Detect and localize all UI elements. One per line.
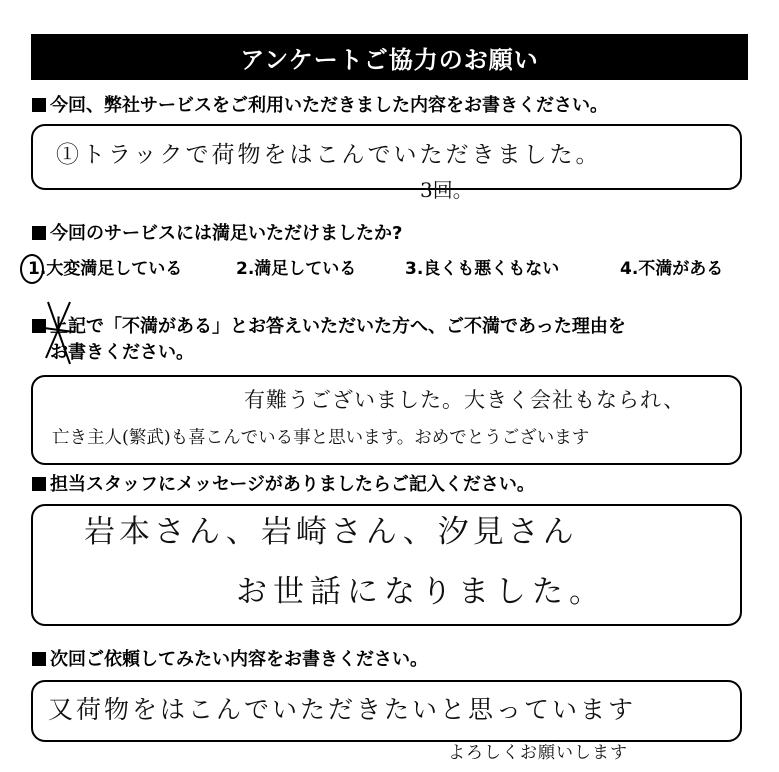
question-5-text: 次回ご依頼してみたい内容をお書きください。 xyxy=(50,649,428,670)
answer-5-line-1: 又荷物をはこんでいただきたいと思っています xyxy=(48,695,637,724)
option-2[interactable]: 2.満足している xyxy=(236,259,357,279)
answer-1-line-2: 3回。 xyxy=(420,178,473,202)
question-3-label xyxy=(32,314,626,366)
square-bullet-icon xyxy=(32,98,46,112)
question-5-label xyxy=(32,648,428,672)
survey-title: アンケートご協力のお願い xyxy=(31,34,748,80)
question-4-label xyxy=(32,473,535,497)
square-bullet-icon xyxy=(32,226,46,240)
answer-4-line-2: お世話になりました。 xyxy=(236,574,606,610)
option-1[interactable]: 1.大変満足している xyxy=(28,259,183,279)
question-2-text: 今回のサービスには満足いただけましたか? xyxy=(50,223,403,244)
question-3-text-line-2: お書きください。 xyxy=(50,342,194,363)
answer-3-line-2: 亡き主人(繁武)も喜こんでいる事と思います。おめでとうございます xyxy=(52,428,590,448)
answer-3-line-1: 有難うございました。大きく会社もなられ、 xyxy=(244,388,686,412)
square-bullet-icon xyxy=(32,652,46,666)
question-1-label xyxy=(32,94,608,118)
satisfaction-options xyxy=(22,254,752,282)
square-bullet-icon xyxy=(32,477,46,491)
answer-1-line-1: ①トラックで荷物をはこんでいただきました。 xyxy=(56,142,602,168)
answer-5-line-2: よろしくお願いします xyxy=(448,743,628,763)
option-3[interactable]: 3.良くも悪くもない xyxy=(405,259,560,279)
question-1-text: 今回、弊社サービスをご利用いただきました内容をお書きください。 xyxy=(50,95,608,116)
option-4[interactable]: 4.不満がある xyxy=(620,259,724,279)
question-3-text-line-1: 上記で「不満がある」とお答えいただいた方へ、ご不満であった理由を xyxy=(50,316,626,337)
answer-4-line-1: 岩本さん、岩崎さん、汐見さん xyxy=(84,514,578,550)
cross-out-scribble xyxy=(40,298,80,368)
question-2-label xyxy=(32,222,402,246)
question-4-text: 担当スタッフにメッセージがありましたらご記入ください。 xyxy=(50,474,535,495)
selection-circle-mark xyxy=(20,254,44,284)
